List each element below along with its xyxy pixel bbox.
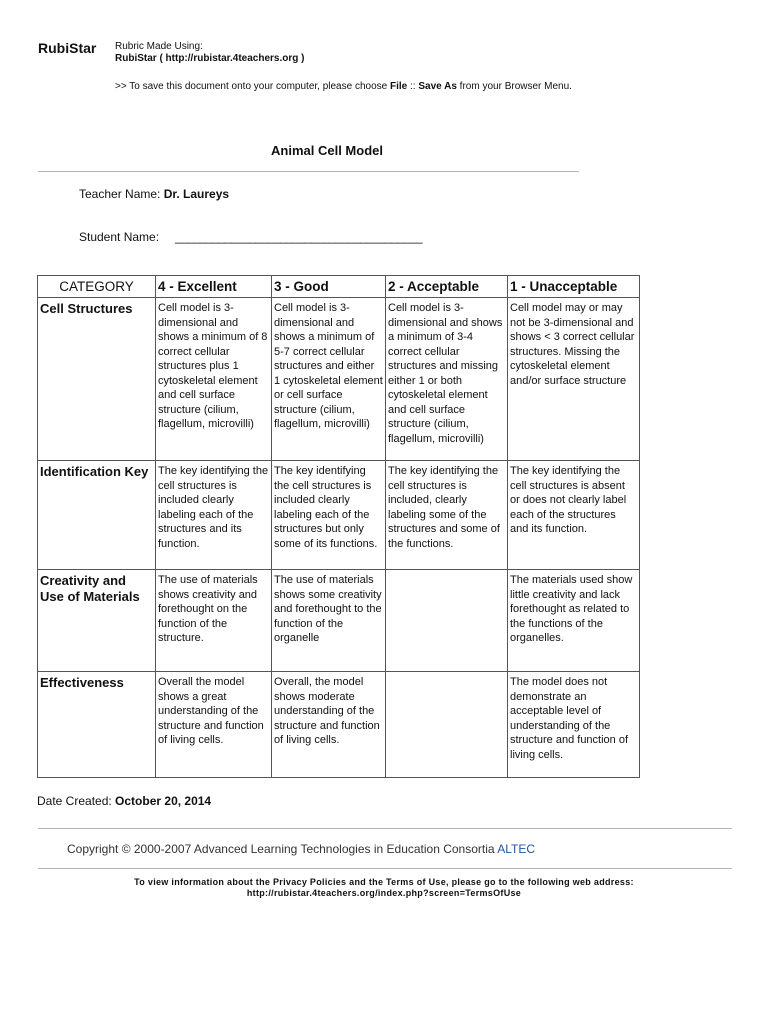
category-cell: Effectiveness xyxy=(38,672,156,778)
table-row xyxy=(38,461,640,570)
privacy-notice xyxy=(0,877,768,899)
criteria-cell xyxy=(386,672,508,778)
header-unacceptable: 1 - Unacceptable xyxy=(508,276,640,298)
teacher-name xyxy=(79,187,229,201)
footer-divider-bottom xyxy=(38,868,732,869)
header-category: CATEGORY xyxy=(38,276,156,298)
date-value: October 20, 2014 xyxy=(115,794,212,808)
table-row xyxy=(38,672,640,778)
save-instructions xyxy=(115,81,572,92)
criteria-cell: Overall the model shows a great understanding of the structure and function of living cells. xyxy=(156,672,272,778)
date-created xyxy=(37,794,211,808)
rubric-header-row xyxy=(38,276,640,298)
save-prefix: >> To save this document onto your computer, please choose xyxy=(115,81,390,92)
student-blank: ________________________________________ xyxy=(175,230,422,244)
criteria-cell: The use of materials shows creativity and forethought on the function of the structure. xyxy=(156,570,272,672)
footer-divider-top xyxy=(38,828,732,829)
header-acceptable: 2 - Acceptable xyxy=(386,276,508,298)
save-file: File xyxy=(390,81,408,92)
criteria-cell: The materials used show little creativity and lack forethought as related to the functions of the organelles. xyxy=(508,570,640,672)
criteria-cell: Cell model may or may not be 3-dimensional and shows < 3 correct cellular structures. Missing the cytoskeletal element and/or surface structure xyxy=(508,298,640,461)
altec-link[interactable]: ALTEC xyxy=(497,842,536,856)
rubric-table xyxy=(37,275,640,778)
date-label: Date Created: xyxy=(37,794,116,808)
title-divider xyxy=(38,171,579,172)
table-row xyxy=(38,570,640,672)
page-title: Animal Cell Model xyxy=(271,143,383,158)
save-suffix: from your Browser Menu. xyxy=(456,81,572,92)
header-good: 3 - Good xyxy=(272,276,386,298)
criteria-cell: The model does not demonstrate an acceptable level of understanding of the structure and function of living cells. xyxy=(508,672,640,778)
privacy-url[interactable]: http://rubistar.4teachers.org/index.php?screen=TermsOfUse xyxy=(246,888,522,898)
header-excellent: 4 - Excellent xyxy=(156,276,272,298)
category-cell: Cell Structures xyxy=(38,298,156,461)
made-using-block xyxy=(115,41,304,65)
criteria-cell: Cell model is 3-dimensional and shows a minimum of 3-4 correct cellular structures and missing either 1 or both cytoskeletal element and cell surface structure (cilium, flagellum, microvilli) xyxy=(386,298,508,461)
category-cell: Creativity and Use of Materials xyxy=(38,570,156,672)
criteria-cell: Cell model is 3-dimensional and shows a minimum of 8 correct cellular structures plus 1 cytoskeletal element and cell surface structure (cilium, flagellum, microvilli) xyxy=(156,298,272,461)
criteria-cell: The key identifying the cell structures is included, clearly labeling some of the structures and some of the functions. xyxy=(386,461,508,570)
criteria-cell xyxy=(386,570,508,672)
copyright-text: Copyright © 2000-2007 Advanced Learning Technologies in Education Consortia xyxy=(67,842,498,856)
privacy-line: To view information about the Privacy Policies and the Terms of Use, please go to the following web address: xyxy=(134,877,634,887)
criteria-cell: Overall, the model shows moderate understanding of the structure and function of living cells. xyxy=(272,672,386,778)
student-name xyxy=(79,230,422,244)
rubistar-link[interactable]: RubiStar ( http://rubistar.4teachers.org ) xyxy=(115,53,305,64)
rubistar-brand: RubiStar xyxy=(38,40,97,56)
criteria-cell: The use of materials shows some creativity and forethought to the function of the organelle xyxy=(272,570,386,672)
save-sep: :: xyxy=(407,81,419,92)
criteria-cell: The key identifying the cell structures is included clearly labeling each of the structures but only some of its functions. xyxy=(272,461,386,570)
teacher-value: Dr. Laureys xyxy=(163,187,230,201)
save-as: Save As xyxy=(418,81,457,92)
copyright-line xyxy=(67,842,535,856)
teacher-label: Teacher Name: xyxy=(79,187,164,201)
student-label: Student Name: xyxy=(79,230,160,244)
criteria-cell: The key identifying the cell structures is included clearly labeling each of the structures and its function. xyxy=(156,461,272,570)
made-using-label: Rubric Made Using: xyxy=(115,41,203,52)
criteria-cell: The key identifying the cell structures is absent or does not clearly label each of the structures and its function. xyxy=(508,461,640,570)
table-row xyxy=(38,298,640,461)
criteria-cell: Cell model is 3-dimensional and shows a minimum of 5-7 correct cellular structures and either 1 cytoskeletal element or cell surface structure (cilium, flagellum, microvilli) xyxy=(272,298,386,461)
category-cell: Identification Key xyxy=(38,461,156,570)
